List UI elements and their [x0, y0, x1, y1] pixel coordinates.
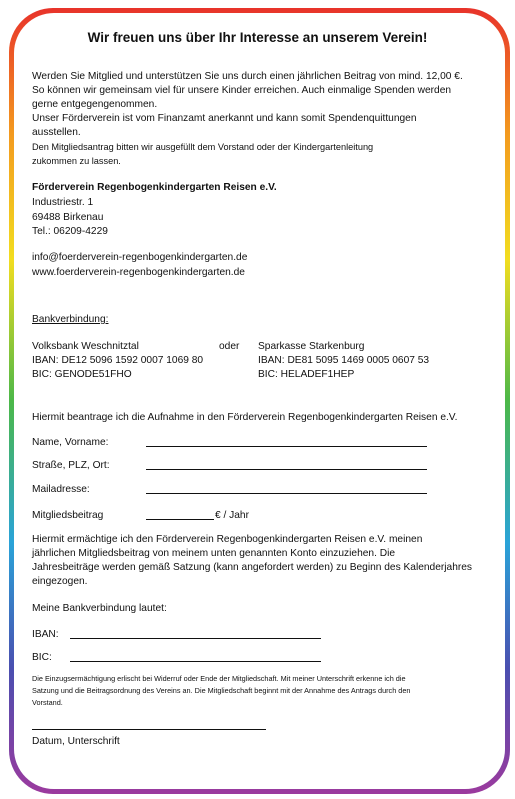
street-field[interactable] [146, 469, 427, 470]
mail-label: Mailadresse: [32, 484, 90, 495]
intro-line: gerne entgegengenommen. [32, 99, 158, 110]
bic-label: BIC: [32, 652, 52, 663]
name-field[interactable] [146, 446, 427, 447]
application-text: Hiermit beantrage ich die Aufnahme in den Förderverein Regenbogenkindergarten Reisen e.V. [32, 412, 458, 423]
page-title: Wir freuen uns über Ihr Interesse an unserem Verein! [87, 30, 428, 45]
org-city: 69488 Birkenau [32, 212, 104, 223]
intro-line: Werden Sie Mitglied und unterstützen Sie uns durch einen jährlichen Beitrag von mind. 12,00 €. [32, 71, 463, 82]
authorization-line: jährlichen Mitgliedsbeitrag von meinem unten genannten Konto einzuziehen. Die [32, 548, 396, 559]
my-bank-label: Meine Bankverbindung lautet: [32, 603, 167, 614]
org-phone: Tel.: 06209-4229 [32, 226, 108, 237]
bank2-bic: BIC: HELADEF1HEP [258, 369, 355, 380]
org-email[interactable]: info@foerderverein-regenbogenkindergarten.de [32, 252, 248, 263]
fee-label: Mitgliedsbeitrag [32, 510, 104, 521]
intro-line: zukommen zu lassen. [32, 156, 121, 166]
org-name: Förderverein Regenbogenkindergarten Reisen e.V. [32, 182, 277, 193]
bank2-name: Sparkasse Starkenburg [258, 341, 365, 352]
intro-line: Den Mitgliedsantrag bitten wir ausgefüllt dem Vorstand oder der Kindergartenleitung [32, 142, 374, 152]
authorization-line: eingezogen. [32, 576, 88, 587]
mail-field[interactable] [146, 493, 427, 494]
iban-label: IBAN: [32, 629, 59, 640]
signature-field[interactable] [32, 729, 266, 730]
bank1-bic: BIC: GENODE51FHO [32, 369, 132, 380]
bic-field[interactable] [70, 661, 321, 662]
fee-unit: € / Jahr [215, 510, 249, 521]
bank2-iban: IBAN: DE81 5095 1469 0005 0607 53 [258, 355, 430, 366]
authorization-line: Hiermit ermächtige ich den Förderverein Regenbogenkindergarten Reisen e.V. meinen [32, 534, 423, 545]
intro-line: Unser Förderverein ist vom Finanzamt anerkannt und kann somit Spendenquittungen [32, 113, 417, 124]
fee-field[interactable] [146, 519, 214, 520]
org-street: Industriestr. 1 [32, 197, 94, 208]
bank-heading: Bankverbindung: [32, 314, 109, 325]
bank1-iban: IBAN: DE12 5096 1592 0007 1069 80 [32, 355, 204, 366]
bank1-name: Volksbank Weschnitztal [32, 341, 139, 352]
fineprint-line: Die Einzugsermächtigung erlischt bei Widerruf oder Ende der Mitgliedschaft. Mit meiner Unterschrift erkenne ich die [32, 674, 406, 683]
bank-or: oder [219, 341, 240, 352]
street-label: Straße, PLZ, Ort: [32, 460, 110, 471]
fineprint-line: Satzung und die Beitragsordnung des Vereins an. Die Mitgliedschaft beginnt mit der Annahme des Antrags durch den [32, 686, 411, 695]
authorization-line: Jahresbeiträge werden gemäß Satzung (kann angefordert werden) zu Beginn des Kalenderjahres [32, 562, 473, 573]
iban-field[interactable] [70, 638, 321, 639]
org-web[interactable]: www.foerderverein-regenbogenkindergarten.de [32, 267, 245, 278]
signature-label: Datum, Unterschrift [32, 736, 120, 747]
name-label: Name, Vorname: [32, 437, 109, 448]
intro-line: ausstellen. [32, 127, 81, 138]
intro-line: So können wir gemeinsam viel für unsere Kinder erreichen. Auch einmalige Spenden werden [32, 85, 452, 96]
fineprint-line: Vorstand. [32, 698, 63, 707]
